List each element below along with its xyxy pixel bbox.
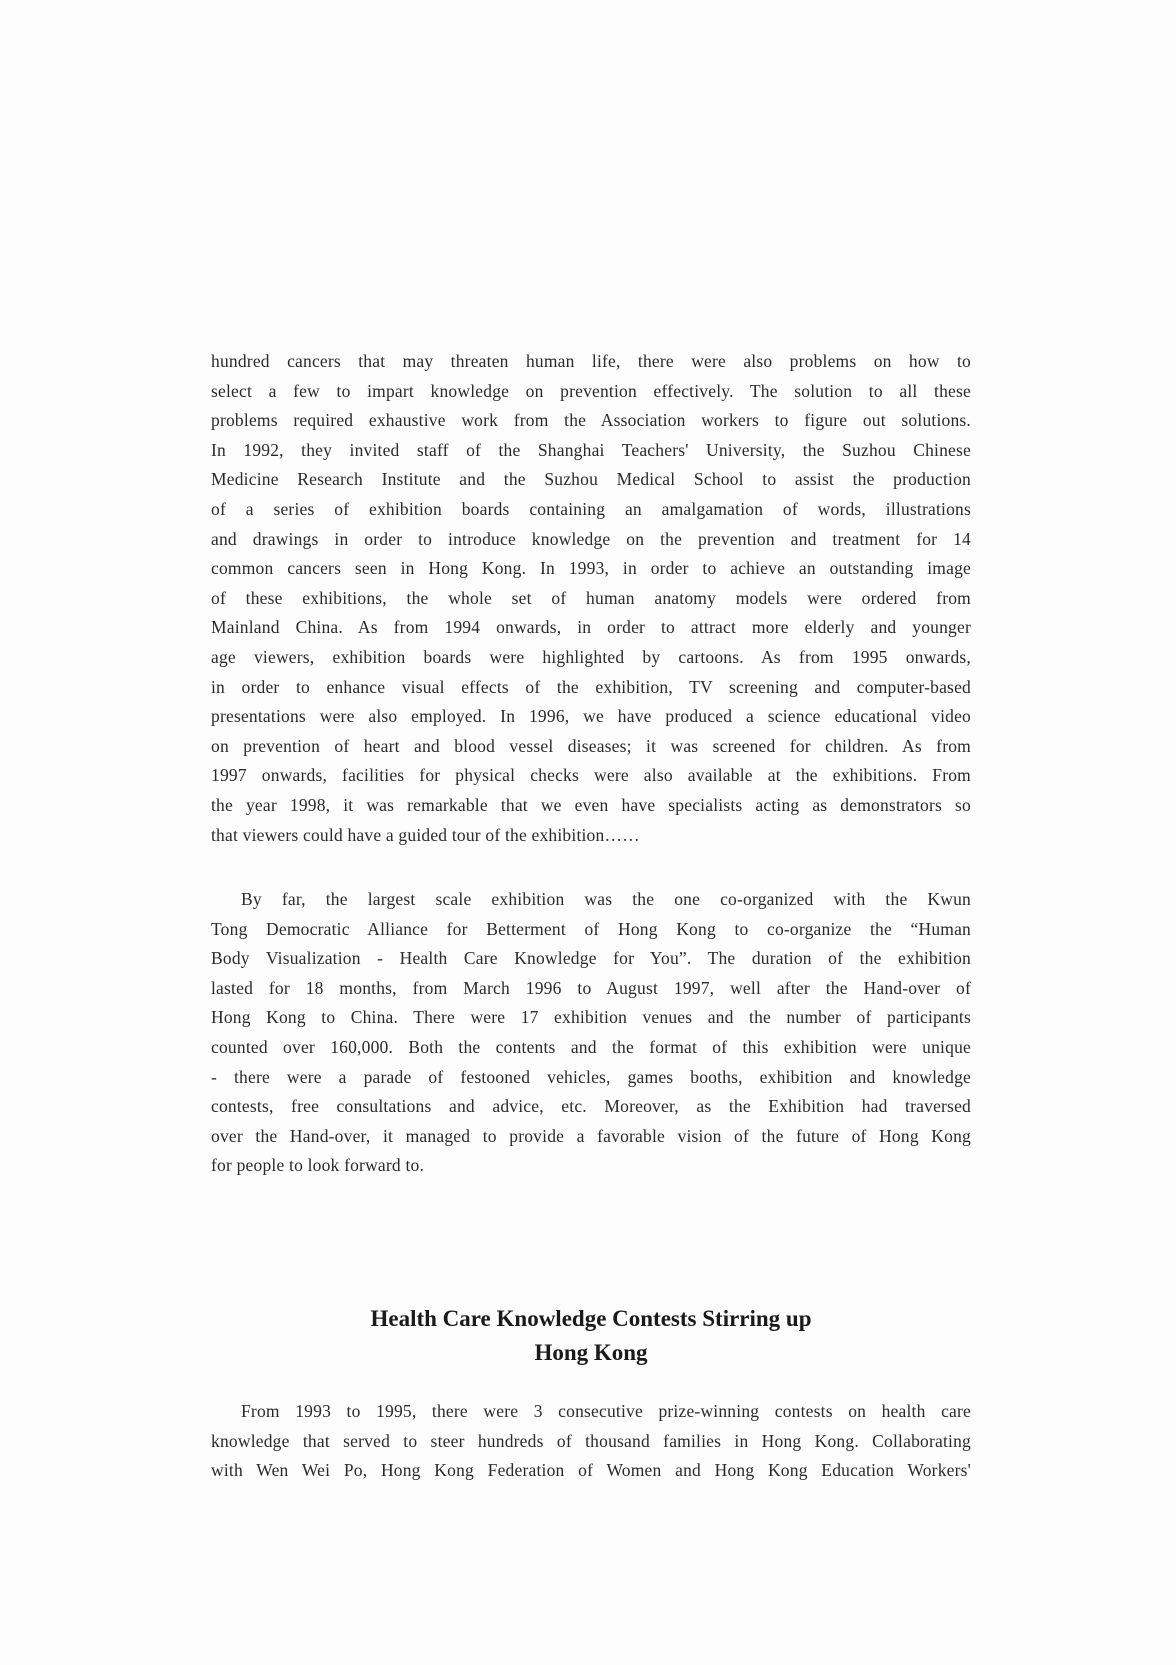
body-paragraph-1 [211, 347, 971, 850]
text-line: and drawings in order to introduce knowledge on the prevention and treatment for 14 [211, 528, 971, 549]
text-line: of a series of exhibition boards containing an amalgamation of words, illustrations [211, 498, 971, 519]
text-line: lasted for 18 months, from March 1996 to August 1997, well after the Hand-over of [211, 977, 971, 998]
text-line: of these exhibitions, the whole set of human anatomy models were ordered from [211, 587, 971, 608]
text-line: Mainland China. As from 1994 onwards, in order to attract more elderly and younger [211, 617, 971, 638]
body-paragraph-2 [211, 885, 971, 1181]
text-line: problems required exhaustive work from the Association workers to figure out solutions. [211, 410, 971, 431]
text-line: select a few to impart knowledge on prevention effectively. The solution to all these [211, 380, 971, 401]
text-line: for people to look forward to. [211, 1155, 425, 1176]
text-line: In 1992, they invited staff of the Shanghai Teachers' University, the Suzhou Chinese [211, 439, 971, 460]
section-heading-line-2: Hong Kong [534, 1340, 648, 1365]
text-line: the year 1998, it was remarkable that we even have specialists acting as demonstrators so [211, 794, 971, 815]
text-line: presentations were also employed. In 1996, we have produced a science educational video [211, 706, 971, 727]
text-line: on prevention of heart and blood vessel diseases; it was screened for children. As from [211, 735, 971, 756]
text-line: Body Visualization - Health Care Knowledge for You”. The duration of the exhibition [211, 948, 971, 969]
text-line: Hong Kong to China. There were 17 exhibition venues and the number of participants [211, 1007, 971, 1028]
text-line: with Wen Wei Po, Hong Kong Federation of Women and Hong Kong Education Workers' [211, 1460, 971, 1481]
text-line: From 1993 to 1995, there were 3 consecutive prize-winning contests on health care [241, 1401, 971, 1421]
text-line: - there were a parade of festooned vehicles, games booths, exhibition and knowledge [211, 1066, 971, 1087]
text-line: 1997 onwards, facilities for physical checks were also available at the exhibitions. From [211, 765, 971, 786]
text-line: knowledge that served to steer hundreds of thousand families in Hong Kong. Collaborating [211, 1430, 971, 1451]
text-line: Tong Democratic Alliance for Betterment of Hong Kong to co-organize the “Human [211, 918, 971, 939]
text-line: hundred cancers that may threaten human life, there were also problems on how to [211, 351, 971, 371]
text-line: By far, the largest scale exhibition was the one co-organized with the Kwun [241, 889, 971, 909]
section-heading-line-1: Health Care Knowledge Contests Stirring up [370, 1306, 812, 1331]
text-line: age viewers, exhibition boards were highlighted by cartoons. As from 1995 onwards, [211, 646, 971, 667]
text-line: that viewers could have a guided tour of the exhibition…… [211, 824, 640, 845]
text-line: Medicine Research Institute and the Suzhou Medical School to assist the production [211, 469, 971, 490]
text-line: counted over 160,000. Both the contents and the format of this exhibition were unique [211, 1036, 971, 1057]
text-line: over the Hand-over, it managed to provide a favorable vision of the future of Hong Kong [211, 1125, 971, 1146]
body-paragraph-3 [211, 1397, 971, 1486]
text-line: common cancers seen in Hong Kong. In 1993, in order to achieve an outstanding image [211, 558, 971, 579]
text-line: contests, free consultations and advice, etc. Moreover, as the Exhibition had traversed [211, 1096, 971, 1117]
text-line: in order to enhance visual effects of the exhibition, TV screening and computer-based [211, 676, 971, 697]
section-heading [211, 1302, 971, 1370]
